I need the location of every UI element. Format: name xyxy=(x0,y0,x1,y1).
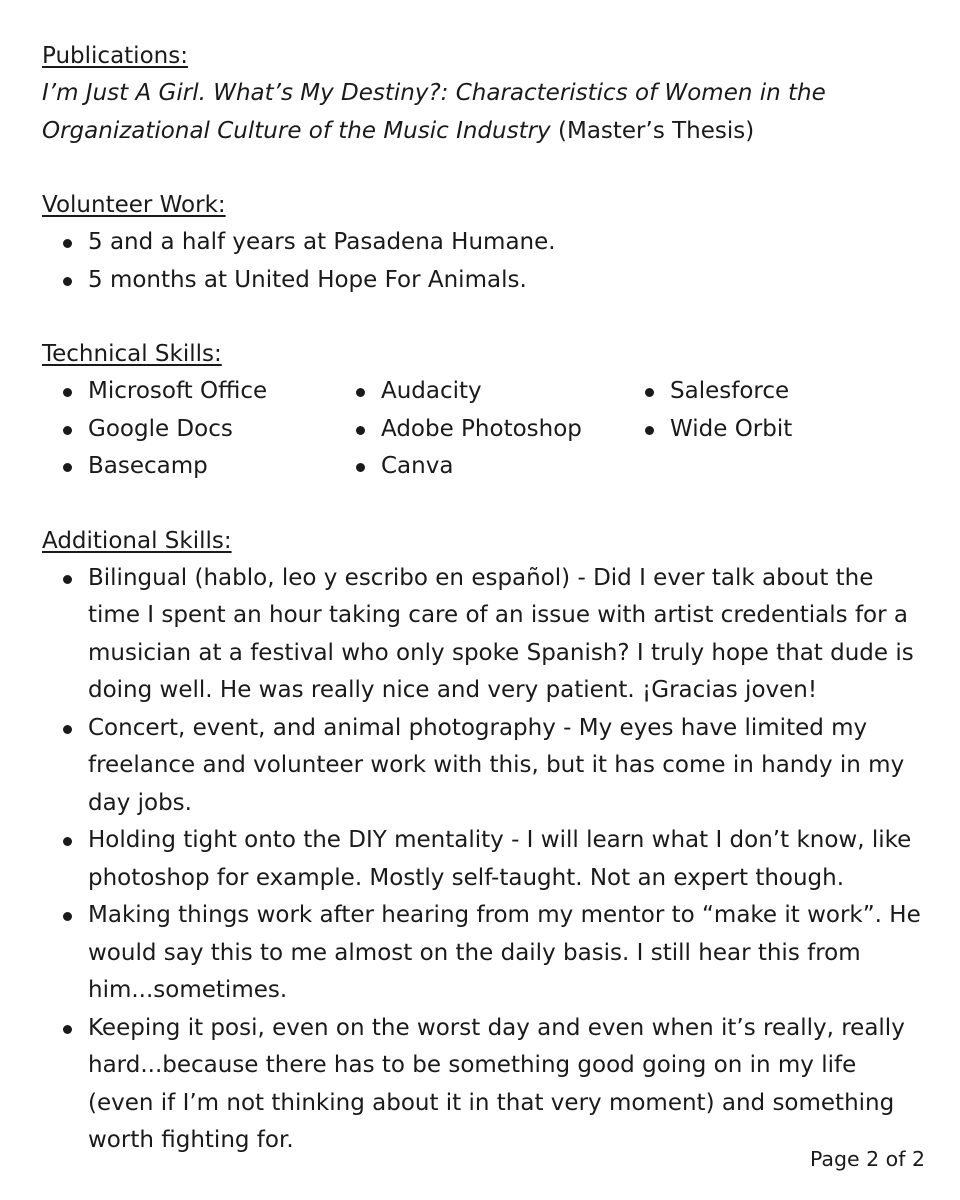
document-page xyxy=(42,38,932,1197)
volunteer-section xyxy=(42,187,932,299)
additional-skills-heading: Additional Skills: xyxy=(42,527,232,554)
additional-skills-section xyxy=(42,523,932,1160)
list-item: Salesforce xyxy=(670,373,864,411)
list-item: Wide Orbit xyxy=(670,411,864,449)
page-number: Page 2 of 2 xyxy=(809,1147,925,1171)
skills-column-1 xyxy=(42,373,335,486)
publications-section xyxy=(42,38,932,150)
list-item: Google Docs xyxy=(88,411,335,449)
skills-column-2 xyxy=(335,373,624,486)
technical-skills-grid xyxy=(42,373,932,486)
list-item: Microsoft Office xyxy=(88,373,335,411)
list-item: Canva xyxy=(381,448,624,486)
technical-skills-section xyxy=(42,336,932,486)
technical-skills-heading: Technical Skills: xyxy=(42,341,222,367)
list-item: Basecamp xyxy=(88,448,335,486)
publication-title-continued: Organizational Culture of the Music Industry xyxy=(42,117,551,144)
publication-title-line-1: I’m Just A Girl. What’s My Destiny?: Characteristics of Women in the xyxy=(42,80,826,106)
list-item: Concert, event, and animal photography - My eyes have limited my freelance and volunteer work with this, but it has come in handy in my day jobs. xyxy=(88,710,932,823)
list-item: Keeping it posi, even on the worst day and even when it’s really, really hard...because there has to be something good going on in my life (even if I’m not thinking about it in that very moment) and something worth fighting for. xyxy=(88,1010,932,1160)
volunteer-heading: Volunteer Work: xyxy=(42,192,226,218)
list-item: Bilingual (hablo, leo y escribo en español) - Did I ever talk about the time I spent an hour taking care of an issue with artist credentials for a musician at a festival who only spoke Spanish? I truly hope that dude is doing well. He was really nice and very patient. ¡Gracias joven! xyxy=(88,560,932,710)
publication-title-line-2 xyxy=(42,113,932,151)
skills-column-3 xyxy=(624,373,864,486)
list-item: Making things work after hearing from my mentor to “make it work”. He would say this to me almost on the daily basis. I still hear this from him...sometimes. xyxy=(88,897,932,1010)
list-item: 5 and a half years at Pasadena Humane. xyxy=(88,224,932,262)
list-item: Adobe Photoshop xyxy=(381,411,624,449)
list-item: 5 months at United Hope For Animals. xyxy=(88,262,932,300)
volunteer-list xyxy=(42,224,932,299)
publications-heading: Publications: xyxy=(42,43,188,69)
list-item: Audacity xyxy=(381,373,624,411)
additional-skills-list xyxy=(42,560,932,1160)
list-item: Holding tight onto the DIY mentality - I will learn what I don’t know, like photoshop for example. Mostly self-taught. Not an expert though. xyxy=(88,822,932,897)
publication-note: (Master’s Thesis) xyxy=(550,117,755,144)
